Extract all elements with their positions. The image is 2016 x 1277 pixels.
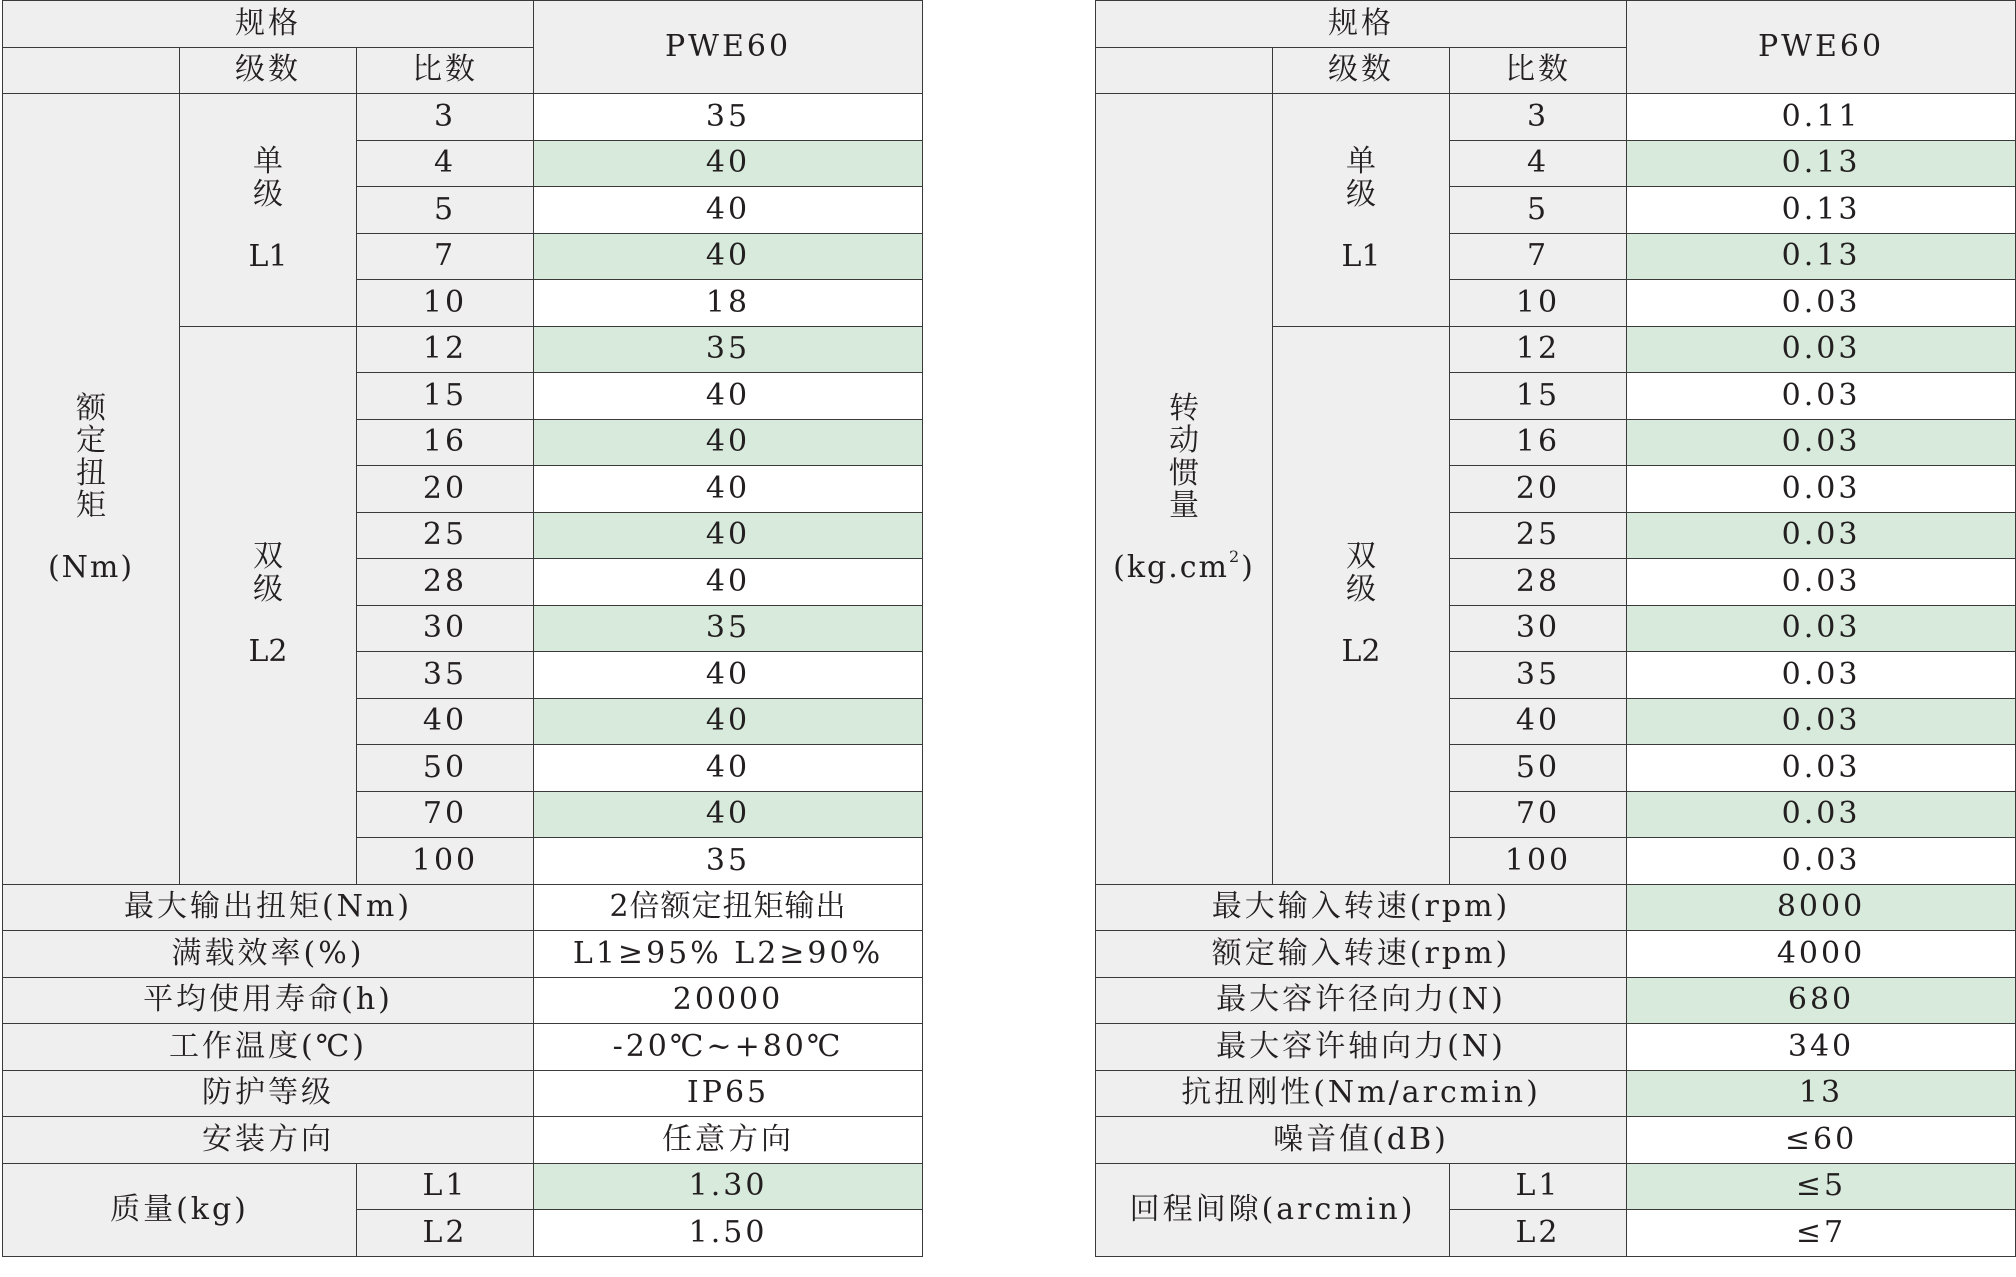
value-cell: 0.03 — [1627, 512, 2016, 559]
value-cell: 0.03 — [1627, 698, 2016, 745]
value-cell: 0.03 — [1627, 419, 2016, 466]
blank-header-cell — [3, 47, 180, 94]
spec-label: 工作温度(℃) — [3, 1024, 534, 1071]
value-cell: 0.11 — [1627, 94, 2016, 141]
ratio-cell: 25 — [1450, 512, 1627, 559]
spec-label: 最大容许轴向力(N) — [1096, 1024, 1627, 1071]
spec-header: 规格 — [1096, 1, 1627, 48]
value-cell: 40 — [534, 791, 923, 838]
value-cell: 35 — [534, 605, 923, 652]
spec-value: IP65 — [534, 1070, 923, 1117]
spec-row — [1096, 977, 2016, 1024]
ratio-cell: 12 — [1450, 326, 1627, 373]
ratio-header: 比数 — [357, 47, 534, 94]
spec-row — [1096, 884, 2016, 931]
ratio-header: 比数 — [1450, 47, 1627, 94]
spec-value: 340 — [1627, 1024, 2016, 1071]
spec-header: 规格 — [3, 1, 534, 48]
value-cell: 35 — [534, 94, 923, 141]
ratio-cell: 15 — [1450, 373, 1627, 420]
rotational-inertia-table — [1095, 0, 2016, 1257]
ratio-cell: 20 — [1450, 466, 1627, 513]
value-cell: 35 — [534, 326, 923, 373]
ratio-cell: 7 — [357, 233, 534, 280]
value-cell: 0.03 — [1627, 791, 2016, 838]
backlash-label: 回程间隙(arcmin) — [1096, 1163, 1450, 1256]
mass-label: 质量(kg) — [3, 1163, 357, 1256]
stage-code-cell: L1 — [357, 1163, 534, 1210]
ratio-cell: 20 — [357, 466, 534, 513]
spec-value: 680 — [1627, 977, 2016, 1024]
spec-label: 平均使用寿命(h) — [3, 977, 534, 1024]
spec-row — [3, 1117, 923, 1164]
value-cell: 40 — [534, 652, 923, 699]
spec-label: 最大输入转速(rpm) — [1096, 884, 1627, 931]
ratio-cell: 5 — [357, 187, 534, 234]
unit-label: $(kg.cm^2)$ — [1113, 547, 1255, 586]
spec-value: -20℃~+80℃ — [534, 1024, 923, 1071]
spec-value: L1≥95% L2≥90% — [534, 931, 923, 978]
rated-torque-label: 额 定 扭 矩 (Nm) — [3, 94, 180, 885]
ratio-cell: 3 — [357, 94, 534, 141]
value-cell: 40 — [534, 419, 923, 466]
ratio-cell: 35 — [357, 652, 534, 699]
mass-value: 1.30 — [534, 1163, 923, 1210]
spec-value: 4000 — [1627, 931, 2016, 978]
value-cell: 40 — [534, 373, 923, 420]
spec-value: ≤60 — [1627, 1117, 2016, 1164]
spec-row — [3, 931, 923, 978]
ratio-cell: 25 — [357, 512, 534, 559]
spec-label: 抗扭刚性(Nm/arcmin) — [1096, 1070, 1627, 1117]
ratio-cell: 5 — [1450, 187, 1627, 234]
ratio-cell: 16 — [1450, 419, 1627, 466]
ratio-cell: 100 — [357, 838, 534, 885]
ratio-cell: 50 — [357, 745, 534, 792]
double-stage-label: 双 级 L2 — [180, 326, 357, 884]
stage-code-cell: L2 — [1450, 1210, 1627, 1257]
spec-label: 额定输入转速(rpm) — [1096, 931, 1627, 978]
stage-header: 级数 — [180, 47, 357, 94]
value-cell: 40 — [534, 745, 923, 792]
rotational-inertia-label: 转 动 惯 量 $(kg.cm^2)$ — [1096, 94, 1273, 885]
value-cell: 0.13 — [1627, 140, 2016, 187]
backlash-value: ≤7 — [1627, 1210, 2016, 1257]
blank-header-cell — [1096, 47, 1273, 94]
spec-row — [1096, 931, 2016, 978]
spec-label: 最大容许径向力(N) — [1096, 977, 1627, 1024]
value-cell: 0.03 — [1627, 466, 2016, 513]
value-cell: 0.03 — [1627, 559, 2016, 606]
value-cell: 0.03 — [1627, 652, 2016, 699]
double-stage-label: 双 级 L2 — [1273, 326, 1450, 884]
ratio-cell: 70 — [357, 791, 534, 838]
value-cell: 0.03 — [1627, 605, 2016, 652]
value-cell: 0.13 — [1627, 233, 2016, 280]
value-cell: 40 — [534, 140, 923, 187]
mass-value: 1.50 — [534, 1210, 923, 1257]
ratio-cell: 12 — [357, 326, 534, 373]
spec-row — [3, 977, 923, 1024]
spec-row — [1096, 1117, 2016, 1164]
value-cell: 0.03 — [1627, 326, 2016, 373]
spec-value: 8000 — [1627, 884, 2016, 931]
value-cell: 40 — [534, 559, 923, 606]
stage-header: 级数 — [1273, 47, 1450, 94]
backlash-value: ≤5 — [1627, 1163, 2016, 1210]
value-cell: 40 — [534, 233, 923, 280]
spec-label: 最大输出扭矩(Nm) — [3, 884, 534, 931]
stage-code-cell: L2 — [357, 1210, 534, 1257]
stage-code-cell: L1 — [1450, 1163, 1627, 1210]
spec-row — [1096, 1024, 2016, 1071]
value-cell: 35 — [534, 838, 923, 885]
spec-row — [3, 884, 923, 931]
spec-row — [3, 1070, 923, 1117]
ratio-cell: 4 — [1450, 140, 1627, 187]
header-row — [3, 1, 923, 48]
ratio-cell: 35 — [1450, 652, 1627, 699]
spec-row — [1096, 1070, 2016, 1117]
value-cell: 40 — [534, 466, 923, 513]
spec-value: 2倍额定扭矩输出 — [534, 884, 923, 931]
value-cell: 0.03 — [1627, 838, 2016, 885]
value-cell: 0.03 — [1627, 373, 2016, 420]
value-cell: 40 — [534, 698, 923, 745]
ratio-cell: 10 — [357, 280, 534, 327]
ratio-cell: 100 — [1450, 838, 1627, 885]
ratio-cell: 30 — [1450, 605, 1627, 652]
ratio-cell: 40 — [357, 698, 534, 745]
spec-value: 任意方向 — [534, 1117, 923, 1164]
ratio-cell: 16 — [357, 419, 534, 466]
spec-label: 满载效率(%) — [3, 931, 534, 978]
value-cell: 18 — [534, 280, 923, 327]
spec-label: 安装方向 — [3, 1117, 534, 1164]
spec-value: 13 — [1627, 1070, 2016, 1117]
value-cell: 40 — [534, 512, 923, 559]
value-cell: 0.13 — [1627, 187, 2016, 234]
ratio-cell: 70 — [1450, 791, 1627, 838]
header-row — [1096, 1, 2016, 48]
model-header: PWE60 — [534, 1, 923, 94]
model-header: PWE60 — [1627, 1, 2016, 94]
rated-torque-table — [2, 0, 923, 1257]
single-stage-label: 单 级 L1 — [180, 94, 357, 327]
value-cell: 40 — [534, 187, 923, 234]
table-row — [3, 94, 923, 141]
value-cell: 0.03 — [1627, 745, 2016, 792]
spec-value: 20000 — [534, 977, 923, 1024]
ratio-cell: 30 — [357, 605, 534, 652]
backlash-row — [1096, 1163, 2016, 1210]
spec-label: 噪音值(dB) — [1096, 1117, 1627, 1164]
spec-label: 防护等级 — [3, 1070, 534, 1117]
ratio-cell: 15 — [357, 373, 534, 420]
ratio-cell: 4 — [357, 140, 534, 187]
ratio-cell: 50 — [1450, 745, 1627, 792]
ratio-cell: 28 — [1450, 559, 1627, 606]
ratio-cell: 40 — [1450, 698, 1627, 745]
ratio-cell: 28 — [357, 559, 534, 606]
value-cell: 0.03 — [1627, 280, 2016, 327]
ratio-cell: 3 — [1450, 94, 1627, 141]
mass-row — [3, 1163, 923, 1210]
ratio-cell: 10 — [1450, 280, 1627, 327]
unit-label: (Nm) — [47, 550, 135, 586]
ratio-cell: 7 — [1450, 233, 1627, 280]
table-row — [1096, 94, 2016, 141]
single-stage-label: 单 级 L1 — [1273, 94, 1450, 327]
spec-row — [3, 1024, 923, 1071]
